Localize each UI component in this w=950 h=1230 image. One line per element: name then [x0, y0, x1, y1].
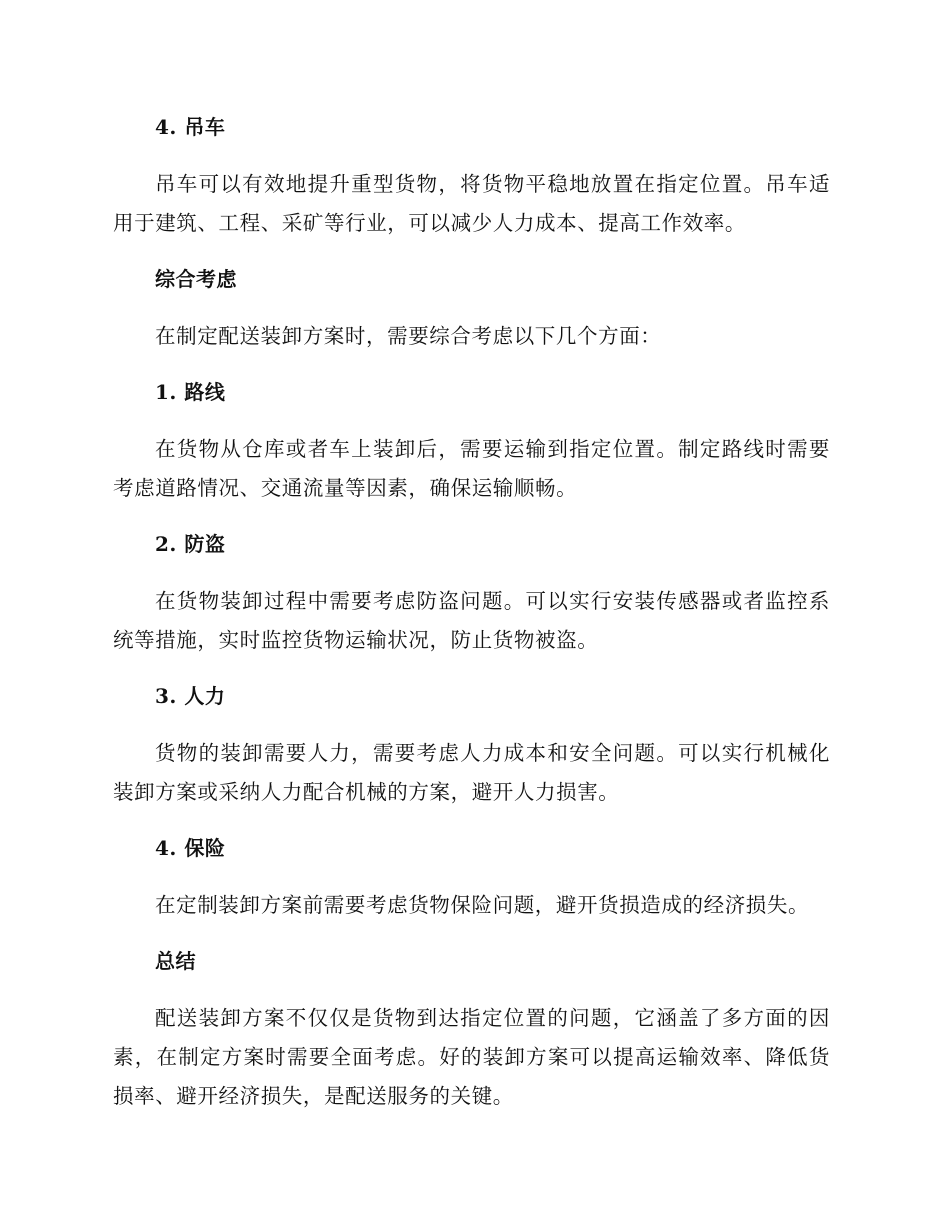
section-heading-overall-considerations: 综合考虑 [155, 267, 237, 291]
section-text-summary: 配送装卸方案不仅仅是货物到达指定位置的问题，它涵盖了多方面的因素，在制定方案时需要全面考虑。好的装卸方案可以提高运输效率、降低货损率、避开经济损失，是配送服务的关键。 [113, 1006, 830, 1108]
section-heading-crane: 4. 吊车 [155, 115, 226, 139]
section-text-insurance: 在定制装卸方案前需要考虑货物保险问题，避开货损造成的经济损失。 [155, 893, 810, 917]
section-heading-insurance: 4. 保险 [155, 836, 226, 860]
section-heading-summary: 总结 [155, 949, 196, 973]
section-text-overall-considerations: 在制定配送装卸方案时，需要综合考虑以下几个方面： [155, 324, 662, 348]
section-text-route: 在货物从仓库或者车上装卸后，需要运输到指定位置。制定路线时需要考虑道路情况、交通流量等因素，确保运输顺畅。 [113, 437, 830, 500]
section-text-crane: 吊车可以有效地提升重型货物，将货物平稳地放置在指定位置。吊车适用于建筑、工程、采矿等行业，可以减少人力成本、提高工作效率。 [113, 172, 830, 235]
section-heading-manpower: 3. 人力 [155, 684, 226, 708]
section-heading-route: 1. 路线 [155, 380, 226, 404]
section-text-anti-theft: 在货物装卸过程中需要考虑防盗问题。可以实行安装传感器或者监控系统等措施，实时监控货物运输状况，防止货物被盗。 [113, 589, 830, 652]
section-heading-anti-theft: 2. 防盗 [155, 532, 226, 556]
section-text-manpower: 货物的装卸需要人力，需要考虑人力成本和安全问题。可以实行机械化装卸方案或采纳人力配合机械的方案，避开人力损害。 [113, 741, 830, 804]
